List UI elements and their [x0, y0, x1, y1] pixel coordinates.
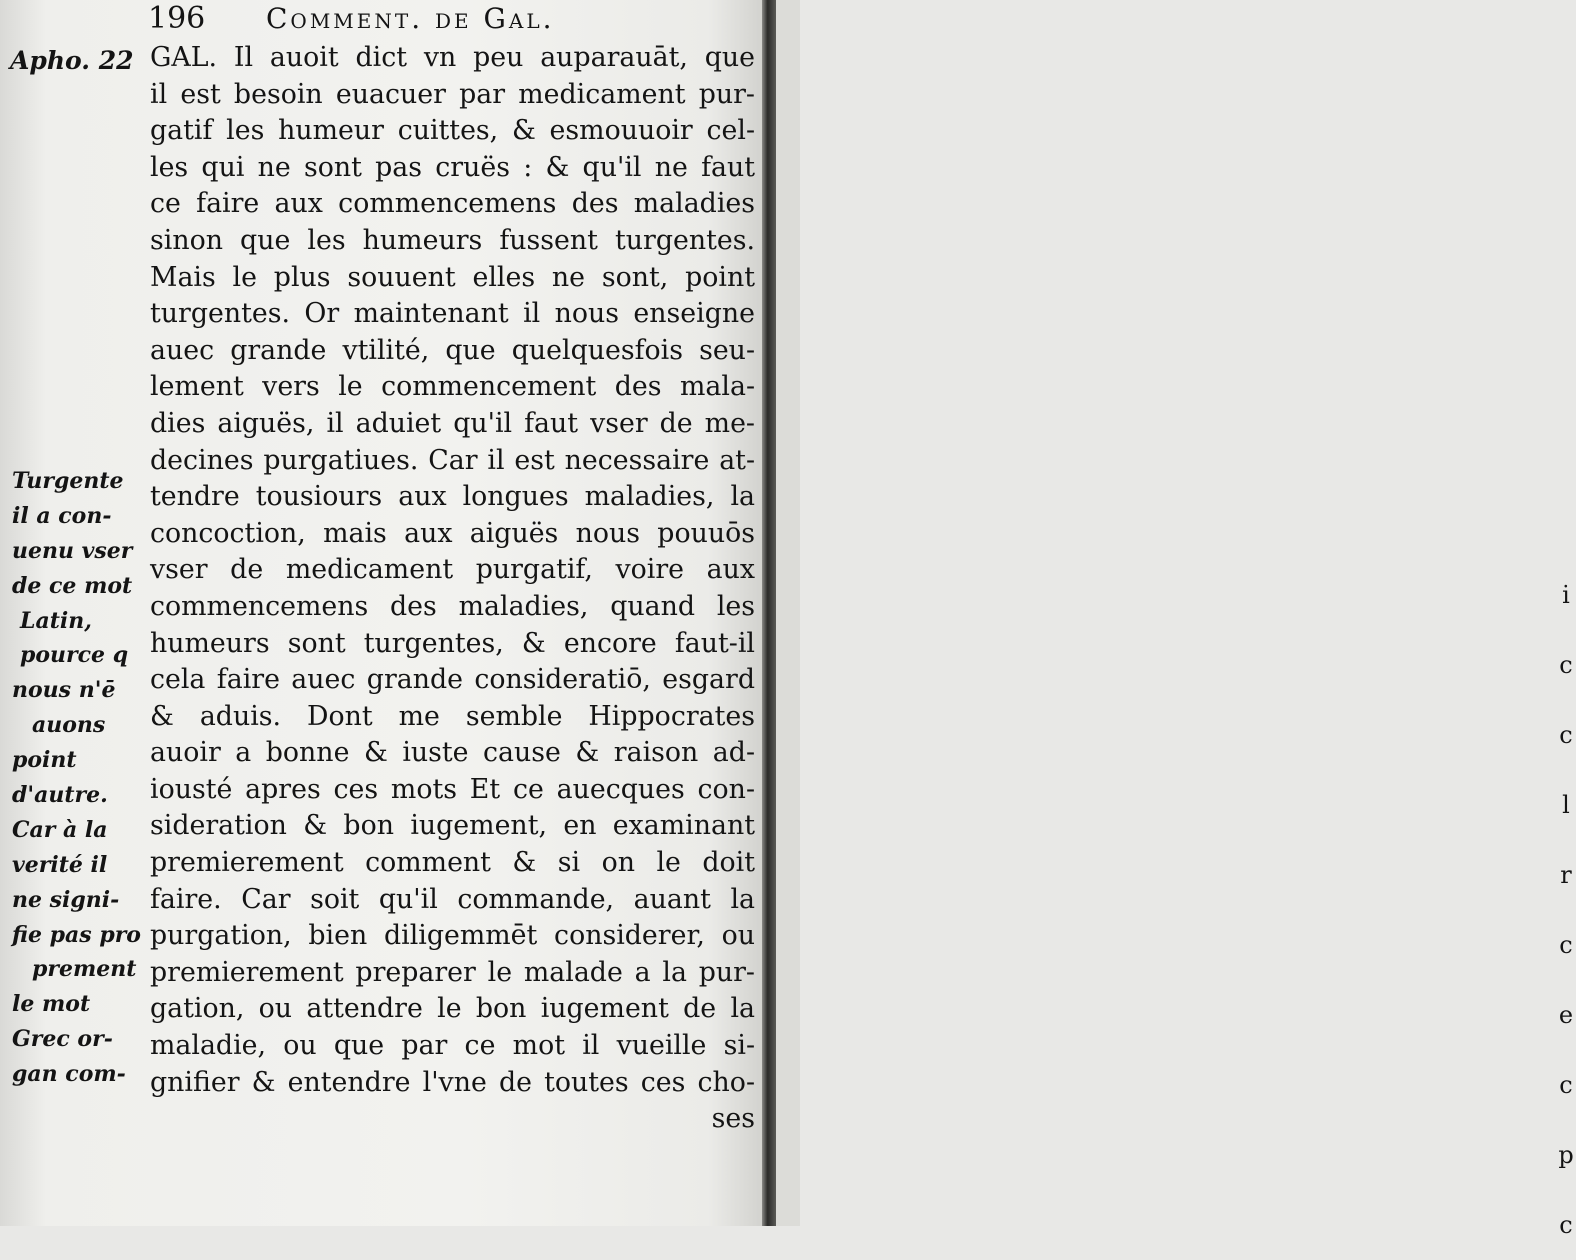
text-line: sinon que les humeurs fussent turgentes.	[150, 224, 755, 256]
text-line: gnifier & entendre l'vne de toutes ces cho-	[150, 1066, 755, 1098]
margin-note-line: Latin,	[20, 607, 92, 634]
text-line: gation, ou attendre le bon iugement de la	[150, 993, 755, 1025]
text-line: tendre tousiours aux longues maladies, la	[150, 481, 755, 513]
edge-glyph: c	[1559, 1211, 1573, 1239]
margin-note-line: le mot	[12, 991, 91, 1018]
text-line: faire. Car soit qu'il commande, auant la	[150, 883, 755, 915]
text-line: ses	[711, 1103, 755, 1135]
margin-note-line: auons	[32, 712, 106, 739]
text-line: commencemens des maladies, quand les	[150, 590, 755, 622]
margin-note-line: Car à la	[12, 816, 108, 843]
margin-note-line: nous n'ē	[12, 677, 116, 704]
text-line: Mais le plus souuent elles ne sont, point	[150, 261, 755, 293]
text-line: gatif les humeur cuittes, & esmouuoir cel-	[150, 115, 755, 147]
text-line: cela faire auec grande consideratiō, esgard	[150, 664, 755, 696]
text-line: sideration & bon iugement, en examinant	[150, 810, 755, 842]
margin-note-line: pource q	[20, 642, 129, 669]
edge-glyph: r	[1560, 861, 1572, 889]
text-line: auec grande vtilité, que quelquesfois seu-	[150, 334, 755, 366]
book-page	[0, 0, 770, 1226]
text-line: il est besoin euacuer par medicament pur-	[150, 78, 755, 110]
adjacent-page-letters	[1556, 560, 1576, 1260]
text-line: humeurs sont turgentes, & encore faut-il	[150, 627, 755, 659]
edge-glyph: c	[1559, 651, 1573, 679]
text-line: les qui ne sont pas cruës : & qu'il ne faut	[150, 151, 755, 183]
main-text-block	[150, 40, 755, 1138]
edge-glyph: i	[1562, 581, 1570, 609]
edge-glyph: c	[1559, 721, 1573, 749]
page-header	[148, 2, 748, 36]
margin-note-line: point	[12, 747, 77, 774]
edge-glyph: l	[1562, 791, 1570, 819]
text-line: concoction, mais aux aiguës nous pouuōs	[150, 517, 755, 549]
adjacent-page-edge	[776, 0, 1574, 1239]
running-title: Comment. de Gal.	[266, 2, 555, 35]
margin-note-line: uenu vser	[12, 537, 133, 564]
margin-note-line: Turgente	[12, 468, 124, 494]
text-line: purgation, bien diligemmēt considerer, ou	[150, 920, 755, 952]
margin-note-line: prement	[32, 956, 137, 983]
text-line: lement vers le commencement des mala-	[150, 371, 755, 403]
margin-note-line: ne signi-	[12, 886, 120, 913]
margin-note-line: gan com-	[12, 1061, 126, 1088]
text-line: dies aiguës, il aduiet qu'il faut vser de me-	[150, 407, 755, 439]
text-line: vser de medicament purgatif, voire aux	[150, 554, 755, 586]
text-line: premierement comment & si on le doit	[150, 847, 755, 879]
text-line: decines purgatiues. Car il est necessaire at-	[150, 444, 755, 476]
text-line: ce faire aux commencemens des maladies	[150, 188, 755, 220]
book-gutter	[762, 0, 776, 1226]
margin-note-line: fie pas pro	[12, 921, 141, 948]
margin-note-line: de ce mot	[12, 572, 133, 599]
edge-glyph: p	[1558, 1141, 1574, 1169]
aphorism-reference: Apho. 22	[10, 46, 134, 75]
text-line: GAL. Il auoit dict vn peu auparauāt, que	[150, 42, 755, 73]
text-line: & aduis. Dont me semble Hippocrates	[150, 700, 755, 732]
edge-glyph: c	[1559, 1071, 1573, 1099]
marginal-note	[12, 464, 142, 1092]
text-line: iousté apres ces mots Et ce auecques con-	[150, 773, 755, 805]
text-line: premierement preparer le malade a la pur-	[150, 956, 755, 988]
text-line: turgentes. Or maintenant il nous enseigne	[150, 298, 755, 330]
text-line: maladie, ou que par ce mot il vueille si-	[150, 1030, 755, 1062]
text-line: auoir a bonne & iuste cause & raison ad-	[150, 737, 755, 769]
edge-glyph: c	[1559, 931, 1573, 959]
margin-note-line: il a con-	[12, 502, 112, 529]
edge-glyph: e	[1558, 1001, 1574, 1029]
page-number: 196	[148, 1, 206, 36]
margin-note-line: Grec or-	[12, 1026, 113, 1053]
margin-note-line: verité il	[12, 851, 108, 878]
margin-note-line: d'autre.	[12, 782, 108, 809]
